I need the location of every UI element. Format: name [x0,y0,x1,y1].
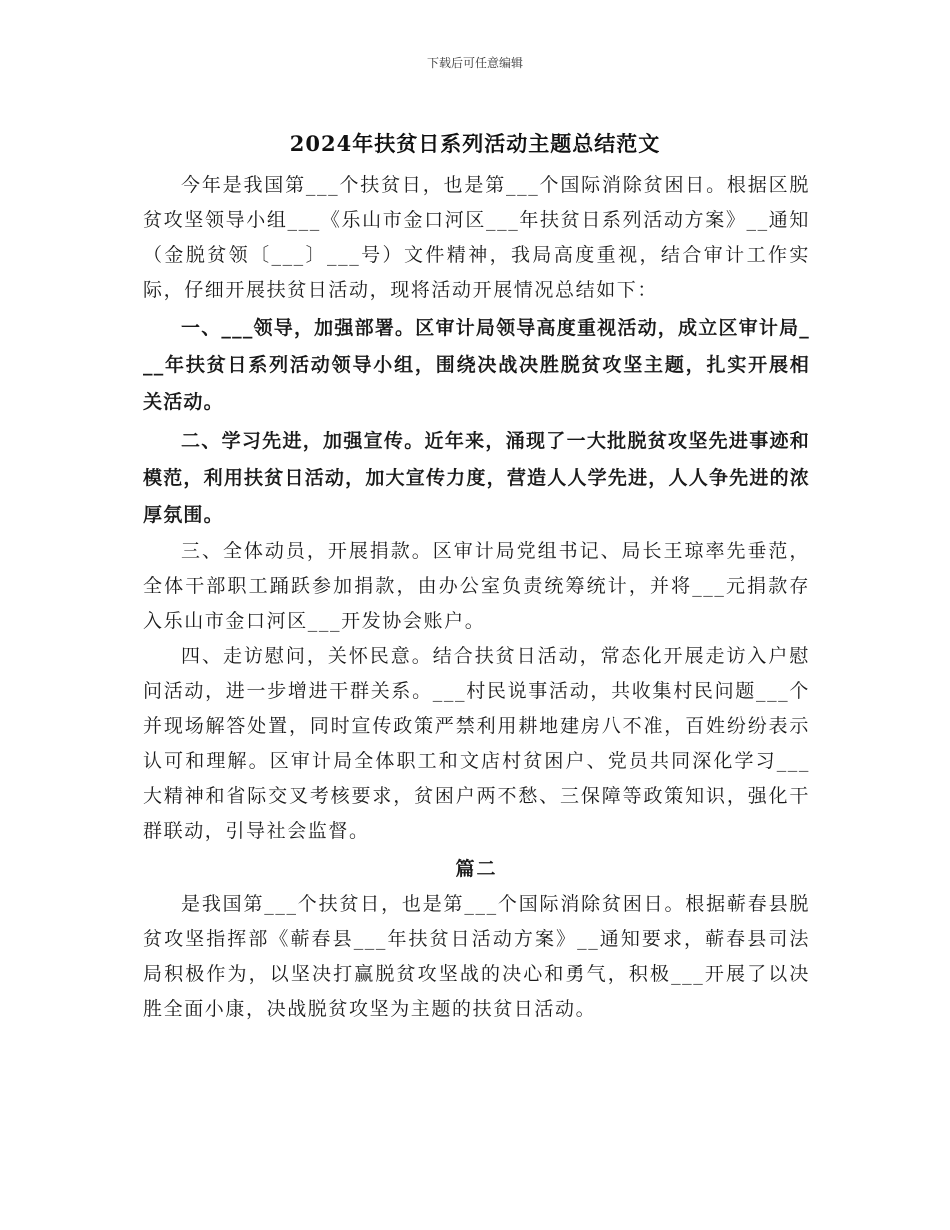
point-three-paragraph: 三、全体动员，开展捐款。区审计局党组书记、局长王琼率先垂范，全体干部职工踊跃参加捐款，由办公室负责统筹统计，并将___元捐款存入乐山市金口河区___开发协会账户。 [143,540,810,632]
point-four-paragraph: 四、走访慰问，关怀民意。结合扶贫日活动，常态化开展走访入户慰问活动，进一步增进干群关系。___村民说事活动，共收集村民问题___个并现场解答处置，同时宣传政策严禁利用耕地建房八不准，百姓纷纷表示认可和理解。区审计局全体职工和文店村贫困户、党员共同深化学习___大精神和省际交叉考核要求，贫困户两不愁、三保障等政策知识，强化干群联动，引导社会监督。 [143,645,810,842]
section-two-paragraph: 是我国第___个扶贫日，也是第___个国际消除贫困日。根据蕲春县脱贫攻坚指挥部《蕲春县___年扶贫日活动方案》__通知要求，蕲春县司法局积极作为，以坚决打赢脱贫攻坚战的决心和勇气，积极___开展了以决胜全面小康，决战脱贫攻坚为主题的扶贫日活动。 [143,893,810,1020]
document-title: 2024年扶贫日系列活动主题总结范文 [289,131,661,156]
section-two-heading: 篇二 [455,858,498,880]
header-note: 下载后可任意编辑 [426,56,523,70]
point-two-paragraph: 二、学习先进，加强宣传。近年来，涌现了一大批脱贫攻坚先进事迹和模范，利用扶贫日活动，加大宣传力度，营造人人学先进，人人争先进的浓厚氛围。 [143,430,810,526]
point-one-paragraph: 一、___领导，加强部署。区审计局领导高度重视活动，成立区审计局___年扶贫日系列活动领导小组，围绕决战决胜脱贫攻坚主题，扎实开展相关活动。 [143,317,810,413]
document-body [143,168,810,1027]
intro-paragraph: 今年是我国第___个扶贫日，也是第___个国际消除贫困日。根据区脱贫攻坚领导小组___《乐山市金口河区___年扶贫日系列活动方案》__通知（金脱贫领〔___〕___号）文件精神，我局高度重视，结合审计工作实际，仔细开展扶贫日活动，现将活动开展情况总结如下： [143,174,810,301]
